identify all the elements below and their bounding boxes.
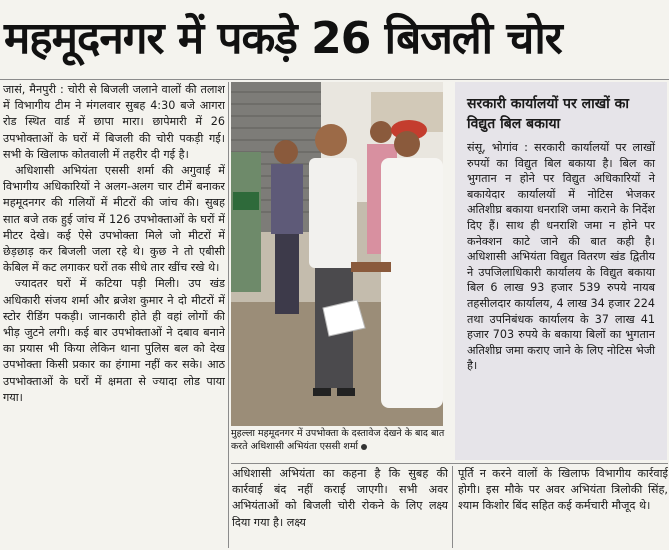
photo-caption-text: मुहल्ला महमूदनगर में उपभोक्ता के दस्तावेज देखने के बाद बात करते अधिशासी अभियंता एससी शर्मा — [231, 428, 445, 452]
headline-rule — [0, 79, 669, 80]
main-story-paragraph: ज्यादतर घरों में कटिया पड़ी मिली। उप खंड अधिकारी संजय शर्मा और ब्रजेश कुमार ने दो मीटरों में स्टोर रीडिंग पकड़ी। जानकारी होते ही वहां लोगों की भीड़ जुटने लगी। कई बार उपभोक्ताओं ने दबाव बनाने का प्रयास भी किया लेकिन थाना पुलिस बल को देख उपभोक्ता किसी प्रकार का हंगामा नहीं कर सके। आठ उपभोक्ताओं के घरों में क्षमता से ज्यादा लोड पाया गया। — [3, 277, 225, 404]
news-photo — [231, 82, 443, 426]
main-story-continued-mid — [232, 466, 448, 548]
main-story-paragraph: जासं, मैनपुरी : चोरी से बिजली जलाने वालों की तलाश में विभागीय टीम ने मंगलवार सुबह 4:30 बजे आगरा रोड स्थित वार्ड में छापा मारा। छापेमारी में 26 उपभोक्ताओं के घरों में बिजली की चोरी पकड़ी गई। सभी के खिलाफ कोतवाली में तहरीर दी गई है। — [3, 83, 225, 161]
main-story-paragraph: अधिशासी अभियंता एससी शर्मा की अगुवाई में विभागीय अधिकारियों ने अलग-अलग चार टीमें बनाकर महमूदनगर की गलियों में मीटरों की जांच की। सुबह सात बजे तक हुई जांच में 126 उपभोक्ताओं के घरों में मीटर देखे। कई ऐसे उपभोक्ता मिले जो मीटरों में छेड़छाड़ कर बिजली जला रहे थे। कुछ ने तो एबीसी केबिल में कट लगाकर घरों तक सीधे तार खींच रखे थे। — [3, 164, 225, 275]
caption-bullet-icon — [361, 444, 367, 450]
column-divider — [452, 466, 453, 548]
column-divider — [228, 82, 229, 548]
bottom-rule — [231, 463, 668, 464]
main-story-continued-right — [458, 466, 668, 548]
sidebar-title: सरकारी कार्यालयों पर लाखों का विद्युत बिल बकाया — [467, 96, 630, 132]
photo-illustration — [231, 82, 443, 426]
main-story-paragraph: पूर्ति न करने वालों के खिलाफ विभागीय कार्रवाई होगी। इस मौके पर अवर अभियंता त्रिलोकी सिंह, श्याम किशोर बिंद सहित कई कर्मचारी मौजूद थे। — [458, 467, 668, 513]
main-story-paragraph: अधिशासी अभियंता का कहना है कि सुबह की कार्रवाई बंद नहीं कराई जाएगी। सभी अवर अभियंताओं को बिजली चोरी रोकने के लिए लक्ष्य दिया गया है। लक्ष्य — [232, 467, 448, 529]
sidebar-body: संसू, भोगांव : सरकारी कार्यालयों पर लाखों रुपयों का विद्युत बिल बकाया है। बिल का भुगतान न होने पर विद्युत अधिकारियों ने बकायेदार कार्यालयों में नोटिस भेजकर अतिशीघ्र बकाया धनराशि जमा कराने के निर्देश दिए हैं। साथ ही धनराशि जमा न होने पर कनेक्शन काटे जाने की बात कही है। अधिशासी अभियंता विद्युत वितरण खंड द्वितीय ने उपजिलाधिकारी कार्यालय के विद्युत बकाया बिल 6 लाख 93 हजार 539 रुपये नायब तहसीलदार कार्यालय, 4 लाख 34 हजार 224 तथा उपनिबंधक कार्यालय के 37 लाख 41 हजार 703 रुपये के बकाया बिलों का भुगतान अतिशीघ्र जमा कराए जाने के लिए नोटिस भेजी है। — [467, 141, 655, 373]
headline: महमूदनगर में पकड़े 26 बिजली चोर — [4, 13, 562, 64]
main-story-column — [3, 82, 225, 547]
sidebar-box — [455, 82, 667, 460]
photo-caption — [231, 427, 445, 463]
